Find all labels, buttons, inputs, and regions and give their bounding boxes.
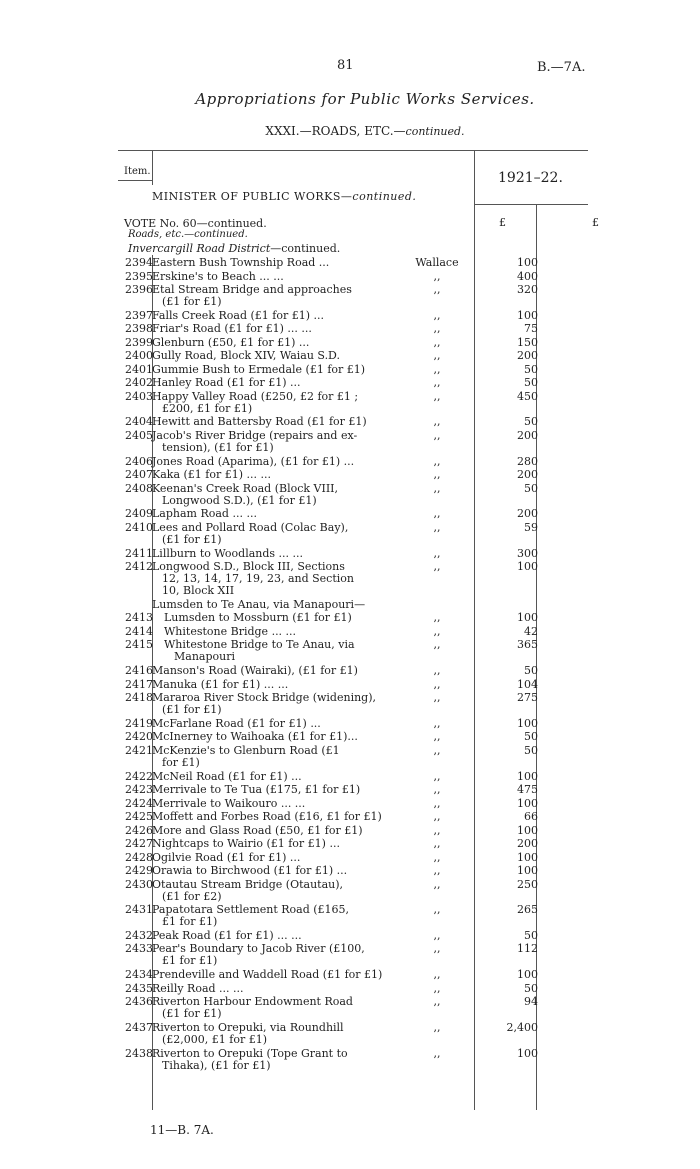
district-cell: ,,: [433, 796, 441, 810]
description-line: Kaka (£1 for £1) ... ...: [152, 468, 271, 482]
amount-cell: 100: [517, 850, 538, 864]
district-cell: Wallace: [415, 256, 459, 269]
item-number: 2411: [125, 546, 153, 560]
description-line: 10, Block XII: [162, 584, 235, 597]
description-line: Lapham Road ... ...: [152, 507, 257, 521]
item-number: 2398: [125, 322, 153, 336]
description-line: Peak Road (£1 for £1) ... ...: [152, 928, 302, 942]
district-name: Invercargill Road District: [128, 242, 271, 255]
description-line: Mararoa River Stock Bridge (widening),: [152, 691, 376, 705]
item-number: 2412: [125, 560, 153, 573]
item-number: 2424: [125, 796, 153, 810]
description-line: Erskine's to Beach ... ...: [152, 269, 284, 283]
amount-cell: 200: [517, 837, 538, 850]
item-number: 2415: [125, 638, 153, 652]
amount-cell: 100: [517, 796, 538, 810]
district-cell: ,,: [433, 769, 441, 783]
section-subtitle: [0, 124, 700, 138]
amount-cell: 300: [517, 546, 538, 560]
item-description: [152, 879, 392, 903]
amount-cell: 475: [517, 783, 538, 796]
district-cell: ,,: [433, 995, 441, 1009]
amount-cell: 94: [524, 995, 538, 1009]
amount-cell: 50: [524, 376, 538, 390]
district-cell: ,,: [433, 389, 441, 403]
item-description: [152, 350, 392, 362]
description-line: (£2,000, £1 for £1): [162, 1032, 268, 1046]
amount-cell: 75: [524, 322, 538, 336]
item-number: 2438: [125, 1046, 153, 1060]
item-number: 2426: [125, 823, 153, 837]
item-number: 2419: [125, 716, 153, 730]
item-number: 2405: [125, 428, 153, 442]
description-line: Orawia to Birchwood (£1 for £1) ...: [152, 864, 348, 877]
page-number: 81: [337, 58, 354, 73]
item-description: [152, 257, 392, 269]
item-description: [152, 284, 392, 308]
district-heading: [128, 242, 340, 255]
item-description: [152, 469, 392, 481]
item-column-header: Item.: [124, 166, 151, 177]
item-number: 2407: [125, 468, 153, 482]
description-line: Lees and Pollard Road (Colac Bay),: [152, 520, 349, 534]
item-number: 2429: [125, 864, 153, 877]
district-cell: ,,: [433, 308, 441, 322]
amount-cell: 265: [517, 903, 538, 917]
district-cell: ,,: [433, 716, 441, 730]
district-cell: ,,: [433, 335, 441, 349]
district-cell: ,,: [433, 783, 441, 796]
item-number: 2432: [125, 928, 153, 942]
district-cell: ,,: [433, 638, 441, 652]
item-description: [152, 825, 392, 837]
district-cell: ,,: [433, 468, 441, 482]
item-number: 2421: [125, 743, 153, 757]
district-continued: —continued.: [270, 242, 341, 255]
district-cell: ,,: [433, 269, 441, 283]
district-cell: ,,: [433, 810, 441, 823]
description-line: McNeil Road (£1 for £1) ...: [152, 769, 302, 783]
description-line: Manson's Road (Wairaki), (£1 for £1): [152, 664, 358, 678]
description-line: Otautau Stream Bridge (Otautau),: [152, 877, 344, 891]
item-description: [152, 692, 392, 716]
district-cell: ,,: [433, 928, 441, 942]
description-line: Lumsden to Mossburn (£1 for £1): [164, 611, 352, 625]
amount-cell: 200: [517, 428, 538, 442]
amount-cell: 200: [517, 349, 538, 363]
district-cell: ,,: [433, 428, 441, 442]
description-line: for £1): [162, 755, 200, 769]
item-description: [152, 416, 392, 428]
description-line: Merrivale to Te Tua (£175, £1 for £1): [152, 783, 361, 796]
description-line: 12, 13, 14, 17, 19, 23, and Section: [162, 572, 354, 585]
minister-main: MINISTER OF PUBLIC WORKS—: [152, 190, 353, 203]
minister-continued: continued.: [352, 190, 417, 203]
currency-symbol-1: £: [499, 216, 506, 229]
description-line: Nightcaps to Wairio (£1 for £1) ...: [152, 837, 340, 850]
district-cell: ,,: [433, 877, 441, 891]
district-cell: ,,: [433, 968, 441, 982]
page-title: Appropriations for Public Works Services.: [195, 90, 535, 108]
description-line: Happy Valley Road (£250, £2 for £1 ;: [152, 389, 359, 403]
description-line: Riverton to Orepuki, via Roundhill: [152, 1020, 344, 1034]
district-cell: ,,: [433, 1020, 441, 1034]
item-number: 2395: [125, 269, 153, 283]
amount-cell: 112: [517, 942, 538, 956]
description-line: Gummie Bush to Ermedale (£1 for £1): [152, 362, 366, 376]
item-number: 2417: [125, 677, 153, 691]
amount-column-rule-left: [474, 150, 475, 1110]
amount-cell: 66: [524, 810, 538, 823]
amount-cell: 100: [517, 716, 538, 730]
amount-cell: 100: [517, 611, 538, 625]
item-number: 2397: [125, 308, 153, 322]
description-line: McInerney to Waihoaka (£1 for £1)...: [152, 730, 358, 744]
item-description: [152, 364, 392, 376]
description-line: Moffett and Forbes Road (£16, £1 for £1): [152, 810, 382, 823]
amount-cell: 200: [517, 507, 538, 521]
item-description: [152, 508, 392, 520]
amount-cell: 450: [517, 389, 538, 403]
item-number: 2410: [125, 520, 153, 534]
item-description: [152, 561, 392, 597]
item-description: [152, 996, 392, 1020]
district-cell: ,,: [433, 560, 441, 573]
item-description: [152, 943, 392, 967]
amount-cell: 200: [517, 468, 538, 482]
amount-cell: 100: [517, 1046, 538, 1060]
district-cell: ,,: [433, 823, 441, 837]
description-line: Etal Stream Bridge and approaches: [152, 283, 352, 296]
item-description: [152, 838, 392, 850]
item-number: 2427: [125, 837, 153, 850]
district-cell: ,,: [433, 850, 441, 864]
description-line: Tihaka), (£1 for £1): [162, 1058, 271, 1072]
description-line: Manapouri: [174, 650, 235, 664]
description-line: tension), (£1 for £1): [162, 440, 274, 454]
item-description: [152, 930, 392, 942]
year-header-rule: [474, 204, 588, 205]
district-cell: ,,: [433, 691, 441, 705]
description-line: Reilly Road ... ...: [152, 981, 244, 995]
amount-cell: 50: [524, 415, 538, 429]
description-line: Whitestone Bridge ... ...: [164, 624, 297, 638]
amount-cell: 59: [524, 520, 538, 534]
description-line: McKenzie's to Glenburn Road (£1: [152, 743, 340, 757]
amount-cell: 100: [517, 308, 538, 322]
district-cell: ,,: [433, 376, 441, 390]
item-number: 2430: [125, 877, 153, 891]
description-line: Pear's Boundary to Jacob River (£100,: [152, 942, 365, 956]
item-description: [152, 798, 392, 810]
item-description: [152, 548, 392, 560]
description-line: Lillburn to Woodlands ... ...: [152, 546, 304, 560]
description-line: Riverton Harbour Endowment Road: [152, 995, 353, 1009]
item-description: [152, 718, 392, 730]
amount-cell: 100: [517, 864, 538, 877]
district-cell: ,,: [433, 481, 441, 495]
item-number: 2406: [125, 454, 153, 468]
item-number: 2394: [125, 256, 153, 269]
item-description: [152, 983, 392, 995]
district-cell: ,,: [433, 322, 441, 336]
amount-cell: 365: [517, 638, 538, 652]
item-number: 2413: [125, 611, 153, 625]
item-description: [152, 784, 392, 796]
item-number: 2433: [125, 942, 153, 956]
district-cell: ,,: [433, 864, 441, 877]
subtitle-main: XXXI.—ROADS, ETC.—: [265, 124, 406, 138]
description-line: Papatotara Settlement Road (£165,: [152, 903, 350, 917]
item-number: 2428: [125, 850, 153, 864]
header-rule-top: [118, 150, 588, 151]
item-number: 2409: [125, 507, 153, 521]
item-number: 2425: [125, 810, 153, 823]
district-cell: ,,: [433, 942, 441, 956]
amount-cell: 150: [517, 335, 538, 349]
amount-cell: 50: [524, 981, 538, 995]
amount-cell: 100: [517, 560, 538, 573]
item-description: [152, 745, 392, 769]
item-description: [152, 865, 392, 877]
item-number: 2414: [125, 624, 153, 638]
district-cell: ,,: [433, 730, 441, 744]
description-line: Longwood S.D., Block III, Sections: [152, 560, 345, 573]
item-number: 2404: [125, 415, 153, 429]
amount-cell: 250: [517, 877, 538, 891]
district-cell: ,,: [433, 981, 441, 995]
item-number: 2396: [125, 283, 153, 296]
vote-line: VOTE No. 60—continued.: [124, 217, 267, 230]
description-line: Hanley Road (£1 for £1) ...: [152, 376, 301, 390]
district-cell: ,,: [433, 454, 441, 468]
item-description: [164, 626, 392, 638]
description-line: Falls Creek Road (£1 for £1) ...: [152, 308, 324, 322]
description-line: Manuka (£1 for £1) ... ...: [152, 677, 289, 691]
description-line: Eastern Bush Township Road ...: [152, 256, 330, 269]
description-line: Glenburn (£50, £1 for £1) ...: [152, 335, 310, 349]
currency-symbol-2: £: [592, 216, 599, 229]
description-line: More and Glass Road (£50, £1 for £1): [152, 823, 363, 837]
amount-cell: 50: [524, 481, 538, 495]
description-line: (£1 for £1): [162, 1007, 222, 1021]
amount-cell: 50: [524, 664, 538, 678]
description-line: £1 for £1): [162, 915, 218, 929]
item-description: [152, 323, 392, 335]
item-description: [152, 904, 392, 928]
item-description: [152, 337, 392, 349]
amount-cell: 42: [524, 624, 538, 638]
district-cell: ,,: [433, 520, 441, 534]
amount-cell: 280: [517, 454, 538, 468]
item-description: [152, 771, 392, 783]
amount-cell: 100: [517, 968, 538, 982]
item-description: [152, 310, 392, 322]
item-description: [152, 969, 392, 981]
item-description: [152, 271, 392, 283]
district-cell: ,,: [433, 837, 441, 850]
item-number: 2418: [125, 691, 153, 705]
item-number: 2422: [125, 769, 153, 783]
description-line: Riverton to Orepuki (Tope Grant to: [152, 1046, 348, 1060]
district-cell: ,,: [433, 664, 441, 678]
item-description: [152, 391, 392, 415]
description-line: (£1 for £1): [162, 532, 222, 546]
minister-heading: [152, 190, 416, 203]
item-number: 2423: [125, 783, 153, 796]
amount-cell: 50: [524, 730, 538, 744]
amount-cell: 275: [517, 691, 538, 705]
item-description: [152, 377, 392, 389]
district-cell: ,,: [433, 624, 441, 638]
item-number: 2416: [125, 664, 153, 678]
amount-cell: 104: [517, 677, 538, 691]
item-description: [152, 456, 392, 468]
district-cell: ,,: [433, 1046, 441, 1060]
description-line: (£1 for £1): [162, 295, 222, 308]
district-cell: ,,: [433, 362, 441, 376]
item-number: 2403: [125, 389, 153, 403]
description-line: Prendeville and Waddell Road (£1 for £1): [152, 968, 383, 982]
item-header-rule: [118, 180, 152, 181]
description-line: Whitestone Bridge to Te Anau, via: [164, 638, 355, 652]
description-line: Jones Road (Aparima), (£1 for £1) ...: [152, 454, 355, 468]
item-number: 2431: [125, 903, 153, 917]
amount-cell: 100: [517, 256, 538, 269]
district-cell: ,,: [433, 611, 441, 625]
item-description: [152, 483, 392, 507]
description-line: Friar's Road (£1 for £1) ... ...: [152, 322, 312, 336]
description-line: (£1 for £1): [162, 703, 222, 717]
description-line: McFarlane Road (£1 for £1) ...: [152, 716, 321, 730]
description-line: Keenan's Creek Road (Block VIII,: [152, 481, 339, 495]
item-number: 2420: [125, 730, 153, 744]
item-description: [152, 430, 392, 454]
item-description: [152, 679, 392, 691]
district-cell: ,,: [433, 546, 441, 560]
item-column-rule-head: [152, 150, 153, 185]
district-cell: ,,: [433, 415, 441, 429]
item-number: 2401: [125, 362, 153, 376]
district-cell: ,,: [433, 903, 441, 917]
item-description: [152, 1048, 392, 1072]
amount-cell: 50: [524, 743, 538, 757]
description-line: Jacob's River Bridge (repairs and ex-: [152, 428, 358, 442]
description-line: Gully Road, Block XIV, Waiau S.D.: [152, 349, 340, 363]
amount-cell: 100: [517, 769, 538, 783]
amount-cell: 400: [517, 269, 538, 283]
description-line: Longwood S.D.), (£1 for £1): [162, 493, 317, 507]
description-line: £200, £1 for £1): [162, 401, 253, 415]
item-number: 2402: [125, 376, 153, 390]
amount-cell: 2,400: [506, 1020, 538, 1034]
description-line: (£1 for £2): [162, 889, 222, 903]
item-description: [152, 811, 392, 823]
district-cell: ,,: [433, 283, 441, 296]
item-description: [152, 599, 392, 611]
item-description: [164, 639, 392, 663]
item-number: 2435: [125, 981, 153, 995]
amount-cell: 50: [524, 928, 538, 942]
item-number: 2436: [125, 995, 153, 1009]
item-description: [152, 522, 392, 546]
description-line: Ogilvie Road (£1 for £1) ...: [152, 850, 301, 864]
description-line: Merrivale to Waikouro ... ...: [152, 796, 306, 810]
amount-cell: 100: [517, 823, 538, 837]
roads-line: Roads, etc.—continued.: [128, 229, 248, 240]
item-description: [152, 852, 392, 864]
district-cell: ,,: [433, 507, 441, 521]
item-description: [152, 665, 392, 677]
year-column-header: 1921–22.: [498, 170, 563, 186]
item-description: [152, 731, 392, 743]
item-number: 2408: [125, 481, 153, 495]
item-description: [164, 612, 392, 624]
item-number: 2434: [125, 968, 153, 982]
amount-cell: 50: [524, 362, 538, 376]
subtitle-continued: continued.: [405, 125, 465, 138]
item-number: 2437: [125, 1020, 153, 1034]
district-cell: ,,: [433, 677, 441, 691]
item-number: 2400: [125, 349, 153, 363]
district-cell: ,,: [433, 743, 441, 757]
description-line: Lumsden to Te Anau, via Manapouri—: [152, 597, 366, 611]
amount-cell: 320: [517, 283, 538, 296]
item-description: [152, 1022, 392, 1046]
item-number: 2399: [125, 335, 153, 349]
description-line: £1 for £1): [162, 954, 218, 968]
district-cell: ,,: [433, 349, 441, 363]
footer-signature: 11—B. 7A.: [150, 1123, 214, 1137]
document-reference: B.—7A.: [537, 60, 586, 75]
description-line: Hewitt and Battersby Road (£1 for £1): [152, 415, 367, 429]
